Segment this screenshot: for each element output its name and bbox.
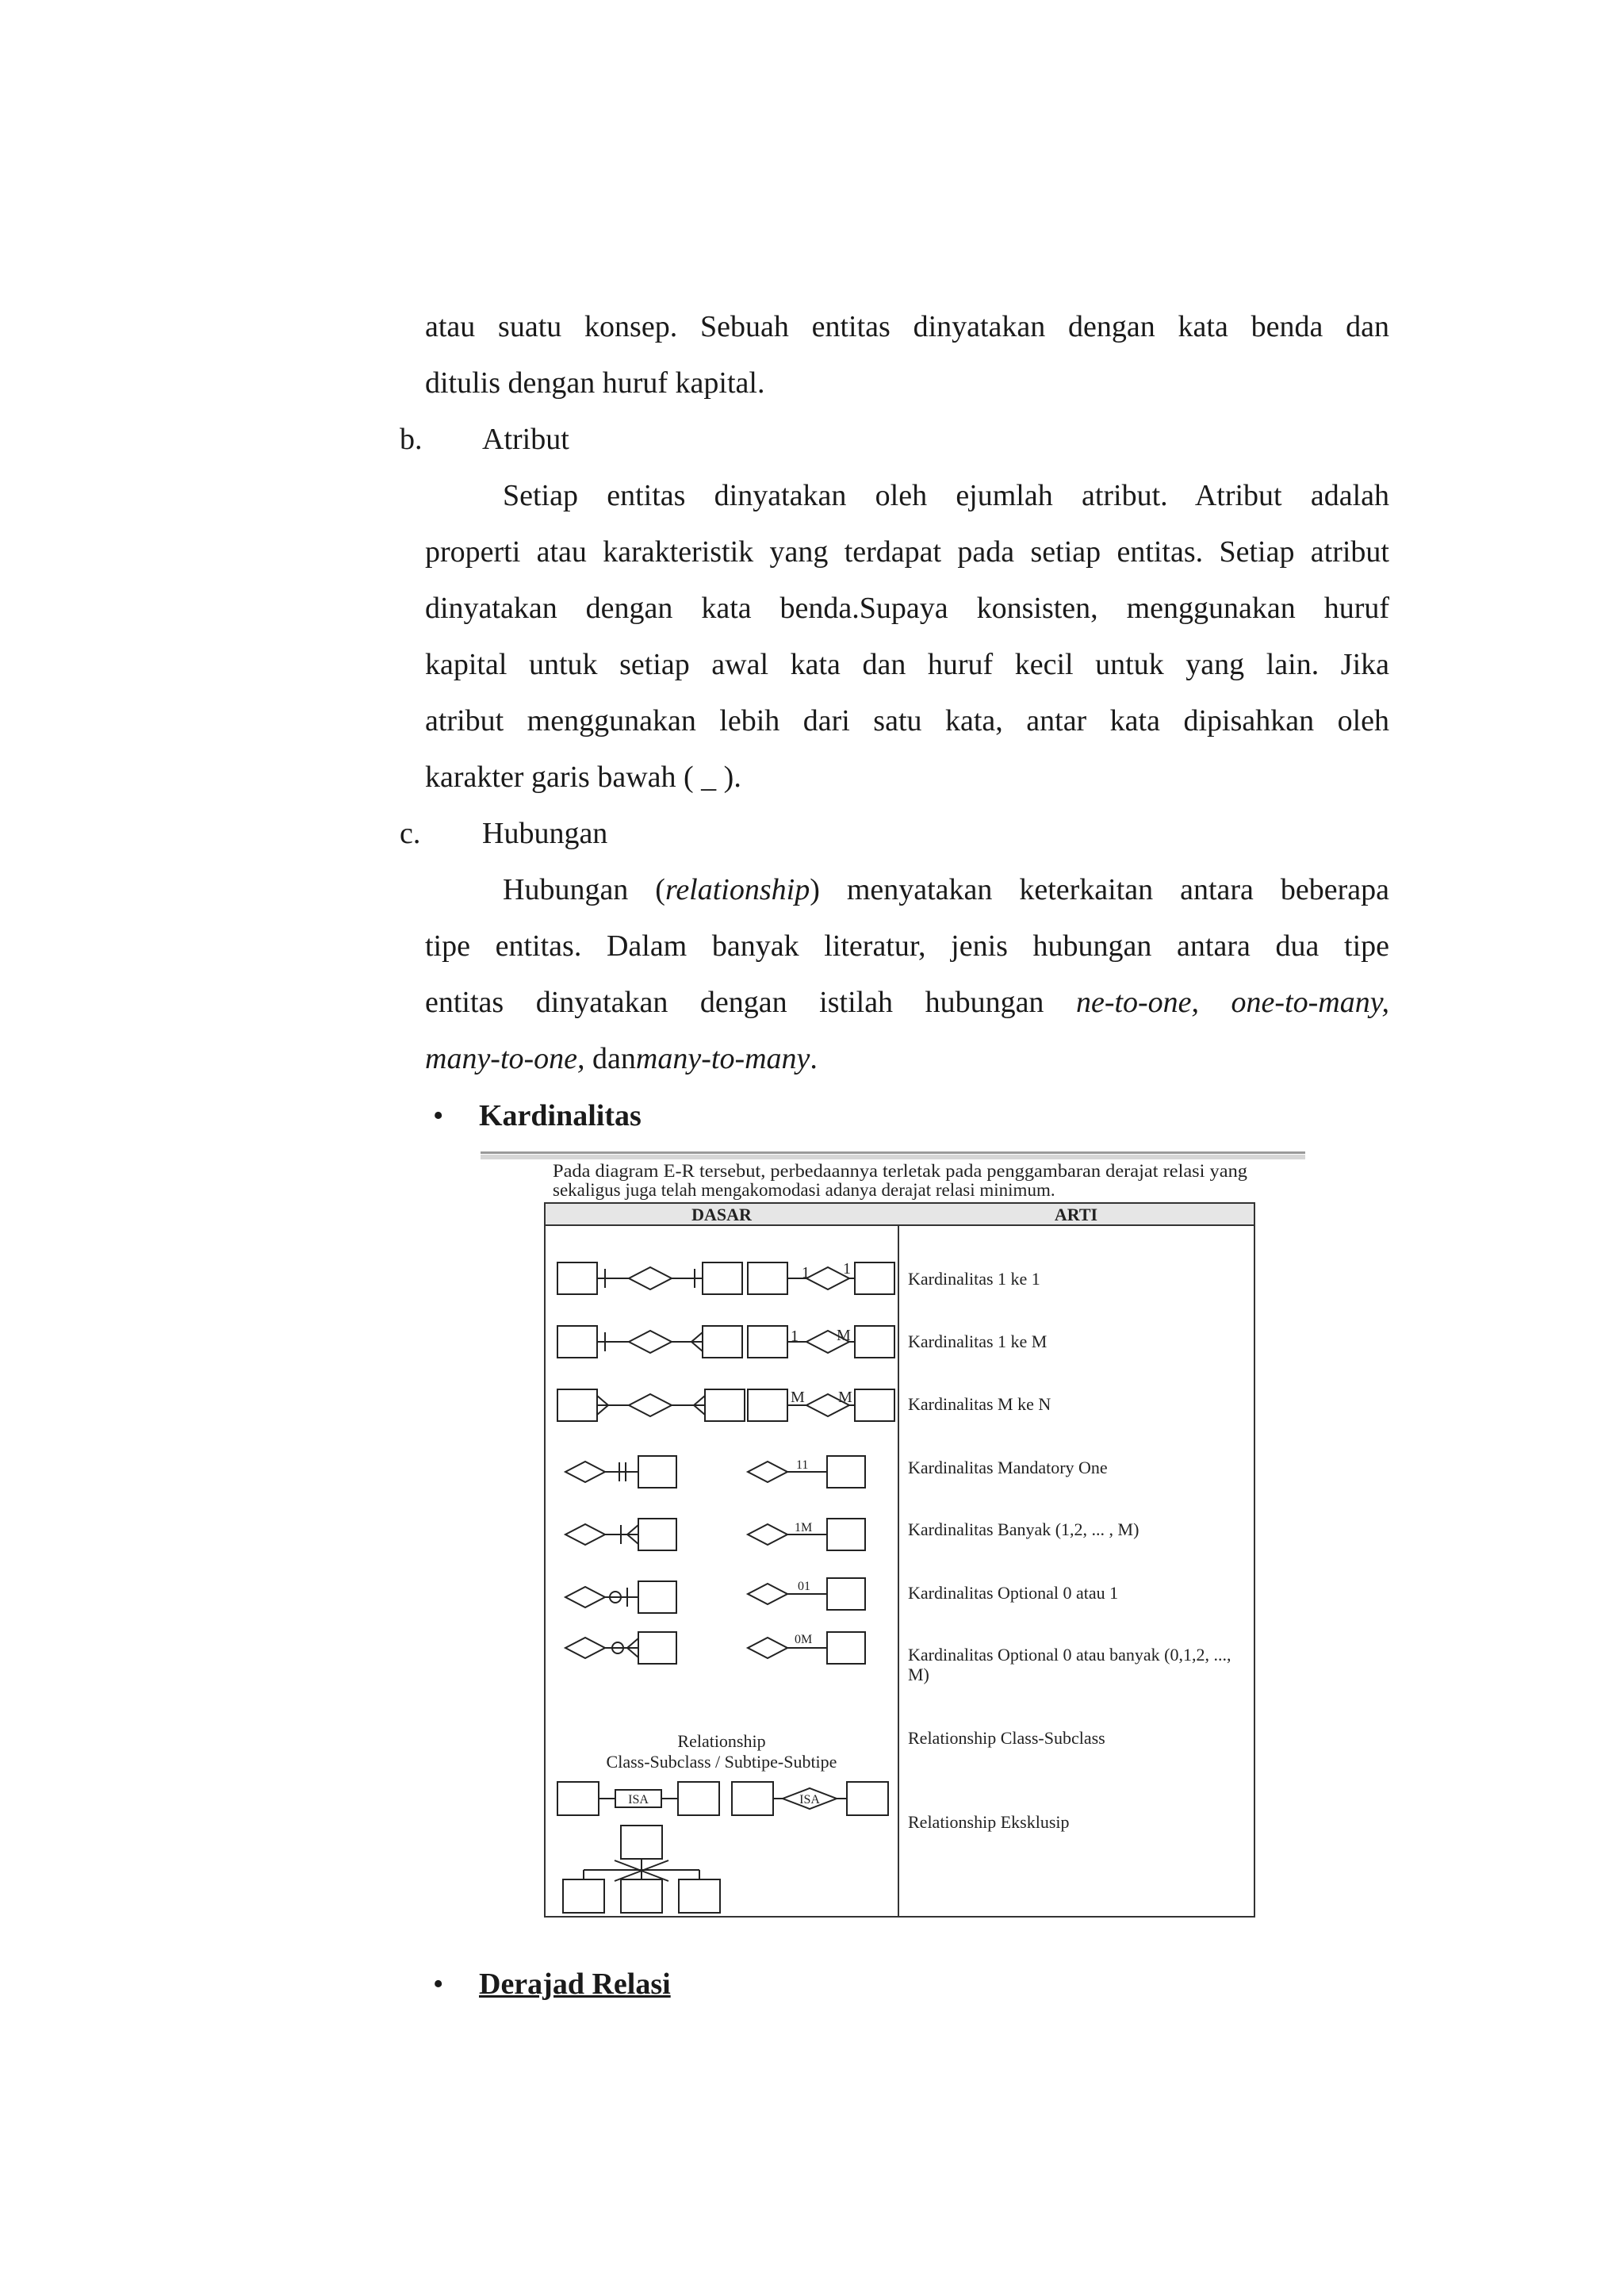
column-header-arti: ARTI xyxy=(1054,1205,1098,1224)
isa-label: ISA xyxy=(799,1793,820,1806)
arti-text: Kardinalitas 1 ke M xyxy=(908,1331,1048,1351)
section-marker: c. xyxy=(400,817,421,850)
arti-text: Relationship Class-Subclass xyxy=(908,1728,1105,1748)
arti-text: Relationship Eksklusip xyxy=(908,1812,1070,1832)
text-line: entitas dinyatakan dengan istilah hubungan ne-to-one, one-to-many, xyxy=(425,986,1390,1019)
diagram-row-mandatory-one xyxy=(565,1456,865,1488)
table-header-bg xyxy=(546,1204,1254,1224)
relationship-title: Class-Subclass / Subtipe-Subtipe xyxy=(606,1752,837,1772)
arti-text: Kardinalitas Mandatory One xyxy=(908,1458,1108,1477)
cardinality-label: 1M xyxy=(795,1521,813,1534)
figure-caption: sekaligus juga telah mengakomodasi adanya derajat relasi minimum. xyxy=(553,1180,1055,1200)
bullet-label: Derajad Relasi xyxy=(479,1967,671,2001)
cardinality-label: 01 xyxy=(798,1580,810,1593)
cardinality-label: 1 xyxy=(843,1260,851,1278)
text-line: tipe entitas. Dalam banyak literatur, jenis hubungan antara dua tipe xyxy=(425,929,1389,963)
text-line: properti atau karakteristik yang terdapat pada setiap entitas. Setiap atribut xyxy=(425,535,1389,569)
section-c-paragraph xyxy=(425,862,1389,1087)
arti-text: Kardinalitas Optional 0 atau 1 xyxy=(908,1583,1119,1603)
bullet-label: Kardinalitas xyxy=(479,1099,642,1132)
text-line: dinyatakan dengan kata benda.Supaya konsisten, menggunakan huruf xyxy=(425,592,1389,625)
isa-label: ISA xyxy=(628,1793,649,1806)
cardinality-label: 11 xyxy=(796,1458,809,1472)
diagram-row-optional-many xyxy=(565,1632,865,1664)
text-line: atau suatu konsep. Sebuah entitas dinyatakan dengan kata benda dan xyxy=(425,310,1389,343)
diagram-exclusive-tree xyxy=(563,1826,720,1913)
figure-top-rule-shadow xyxy=(481,1155,1305,1159)
figure-caption: Pada diagram E-R tersebut, perbedaannya terletak pada penggambaran derajat relasi yang xyxy=(553,1161,1248,1181)
arti-text: Kardinalitas Banyak (1,2, ... , M) xyxy=(908,1519,1139,1539)
text-line: Setiap entitas dinyatakan oleh ejumlah atribut. Atribut adalah xyxy=(503,479,1389,512)
text-line: atribut menggunakan lebih dari satu kata, antar kata dipisahkan oleh xyxy=(425,704,1389,738)
text-line: karakter garis bawah ( _ ). xyxy=(425,761,741,794)
section-b-paragraph xyxy=(425,468,1389,806)
cardinality-label: M xyxy=(791,1389,805,1406)
section-marker: b. xyxy=(400,423,423,456)
section-title: Hubungan xyxy=(482,817,608,850)
diagram-row-banyak xyxy=(565,1519,865,1550)
arti-text: M) xyxy=(908,1665,929,1684)
bullet-icon: • xyxy=(433,1967,444,2001)
cardinality-label: 0M xyxy=(795,1633,813,1646)
cardinality-label: M xyxy=(838,1389,852,1406)
diagram-row-optional-one xyxy=(565,1578,865,1613)
cardinality-label: 1 xyxy=(802,1264,810,1282)
text-line: many-to-one, danmany-to-many. xyxy=(425,1042,818,1075)
figure-top-rule xyxy=(481,1151,1305,1154)
arti-column xyxy=(908,1269,1231,1832)
cardinality-figure xyxy=(481,1145,1310,1927)
bullet-icon: • xyxy=(433,1099,444,1132)
text-line: ditulis dengan huruf kapital. xyxy=(425,366,765,400)
intro-paragraph xyxy=(425,299,1389,412)
diagram-isa-row xyxy=(557,1782,888,1815)
cardinality-label: M xyxy=(837,1327,851,1344)
cardinality-label: 1 xyxy=(791,1328,799,1345)
arti-text: Kardinalitas M ke N xyxy=(908,1394,1051,1414)
column-header-dasar: DASAR xyxy=(691,1205,752,1224)
arti-text: Kardinalitas Optional 0 atau banyak (0,1,2, ..., xyxy=(908,1645,1231,1665)
text-line: Hubungan (relationship) menyatakan keterkaitan antara beberapa xyxy=(503,873,1389,906)
text-line: kapital untuk setiap awal kata dan huruf kecil untuk yang lain. Jika xyxy=(425,648,1389,681)
section-title: Atribut xyxy=(482,423,569,456)
figure-table xyxy=(545,1203,1254,1917)
relationship-title: Relationship xyxy=(677,1731,766,1751)
arti-text: Kardinalitas 1 ke 1 xyxy=(908,1269,1040,1289)
